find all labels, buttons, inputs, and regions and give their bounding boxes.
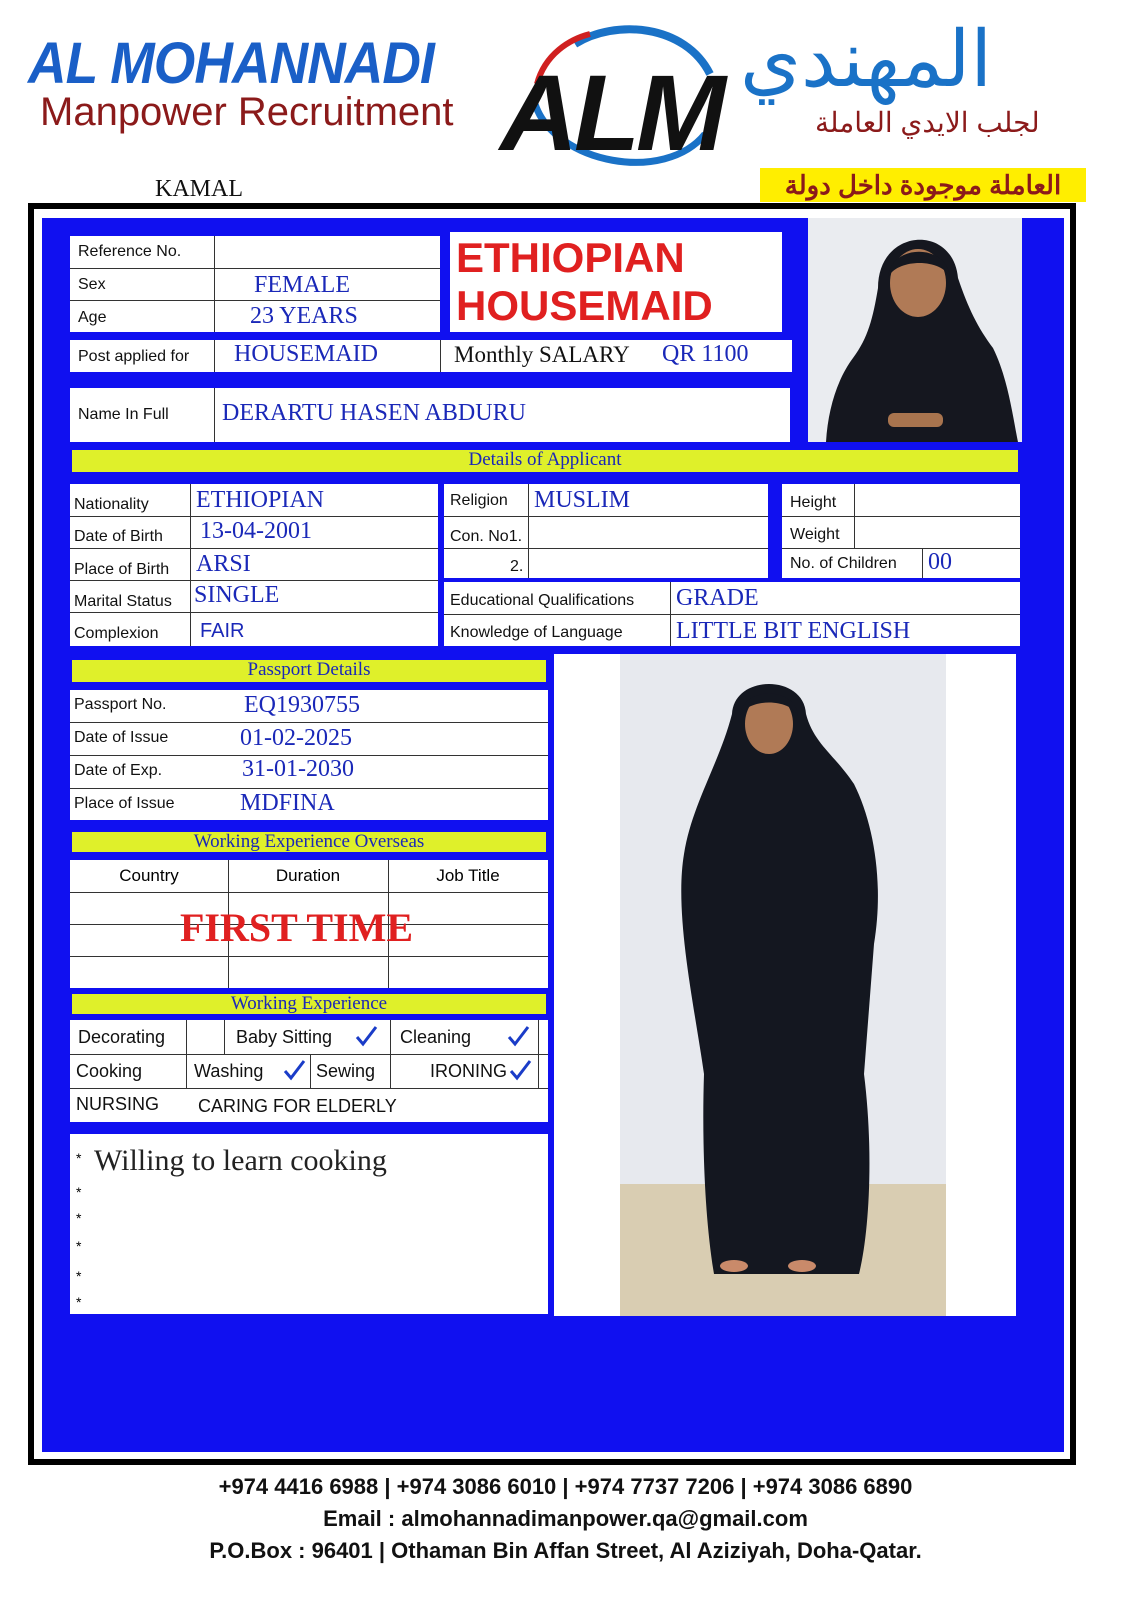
remarks-box [70,1134,548,1314]
skill-sewing: Sewing [316,1061,376,1081]
passport-heading-text: Passport Details [247,659,371,680]
complexion-label: Complexion [74,625,159,642]
full-body-photo [554,654,1016,1316]
experience-heading [72,994,546,1014]
remarks-line1: Willing to learn cooking [94,1144,387,1177]
nationality-value: ETHIOPIAN [196,487,324,513]
footer-phones: +974 4416 6988 | +974 3086 6010 | +974 7737 7206 | +974 3086 6890 [218,1474,913,1499]
religion-value: MUSLIM [534,487,631,513]
sex-value: FEMALE [254,272,350,298]
overseas-col-job: Job Title [436,866,500,885]
portrait-photo [808,218,1022,442]
overseas-col-country: Country [119,866,179,885]
children-value: 00 [928,549,952,575]
check-icon [354,1024,378,1048]
title-box [450,232,782,332]
language-value: LITTLE BIT ENGLISH [676,618,911,644]
overseas-heading-text: Working Experience Overseas [193,831,425,852]
alm-logo: ALM [500,52,722,173]
brand-tagline-arabic: لجلب الايدي العاملة [815,107,1040,138]
marital-label: Marital Status [74,593,172,610]
sex-label: Sex [78,276,106,293]
overseas-table [70,860,548,988]
height-weight-box [782,484,1020,578]
portrait-figure-icon [808,218,1022,442]
age-value: 23 YEARS [250,303,358,329]
brand-name-english: AL MOHANNADI [28,31,434,96]
marital-value: SINGLE [194,582,280,608]
details-heading-text: Details of Applicant [468,449,622,470]
brand-name-arabic: المهندي [740,15,993,103]
passport-place-value: MDFINA [240,790,335,816]
passport-exp-label: Date of Exp. [74,762,163,779]
location-note: العاملة موجودة داخل دولة [760,168,1086,202]
education-language-box [444,582,1020,646]
contact1-label: Con. No1. [450,528,523,545]
skill-ironing: IRONING [430,1061,508,1081]
name-value: DERARTU HASEN ABDURU [222,400,526,426]
children-label: No. of Children [790,555,897,572]
footer-address: P.O.Box : 96401 | Othaman Bin Affan Street, Al Aziziyah, Doha-Qatar. [209,1538,922,1563]
religion-label: Religion [450,492,508,509]
weight-label: Weight [790,526,840,543]
complexion-value: FAIR [200,620,245,642]
brand-tagline-english: Manpower Recruitment [40,90,454,134]
title-post: HOUSEMAID [456,282,713,329]
passport-number-label: Passport No. [74,696,167,713]
name-row [70,388,790,442]
passport-issue-value: 01-02-2025 [240,725,352,751]
skill-washing: Washing [194,1061,264,1081]
check-icon [508,1058,532,1082]
height-label: Height [790,494,837,511]
post-salary-row [70,340,792,372]
details-heading [72,450,1018,472]
education-value: GRADE [676,585,759,611]
remarks-bullet: * [76,1150,82,1166]
reference-sex-age-box [70,236,440,332]
skill-cleaning: Cleaning [400,1027,472,1047]
skill-baby-sitting: Baby Sitting [236,1027,333,1047]
religion-contact-box [444,484,768,578]
experience-heading-text: Working Experience [230,993,388,1014]
remarks-bullet: * [76,1268,82,1284]
reference-label: Reference No. [78,243,182,260]
pob-value: ARSI [196,551,251,577]
remarks-bullet: * [76,1238,82,1254]
salary-value: QR 1100 [662,341,749,367]
post-value: HOUSEMAID [234,341,378,367]
skill-decorating: Decorating [78,1027,166,1047]
first-time-stamp: FIRST TIME [180,905,414,950]
dob-value: 13-04-2001 [200,518,312,544]
passport-heading [72,660,546,682]
overseas-heading [72,832,546,852]
contact2-label: 2. [510,558,524,575]
personal-details-box [70,484,438,646]
remarks-bullet: * [76,1184,82,1200]
name-label: Name In Full [78,406,169,423]
passport-exp-value: 31-01-2030 [242,756,354,782]
overseas-col-duration: Duration [275,866,341,885]
nationality-label: Nationality [74,496,149,513]
check-icon [506,1024,530,1048]
experience-grid [70,1020,548,1122]
pob-label: Place of Birth [74,561,170,578]
passport-place-label: Place of Issue [74,795,175,812]
agent-name: KAMAL [155,176,243,202]
post-label: Post applied for [78,348,190,365]
salary-label: Monthly SALARY [454,342,630,367]
title-nationality: ETHIOPIAN [456,234,685,281]
passport-number-value: EQ1930755 [244,692,360,718]
passport-issue-label: Date of Issue [74,729,169,746]
check-icon [282,1058,306,1082]
education-label: Educational Qualifications [450,592,635,609]
passport-box [70,690,548,820]
skill-nursing: NURSING [76,1094,160,1114]
language-label: Knowledge of Language [450,624,623,641]
dob-label: Date of Birth [74,528,163,545]
full-body-figure-icon [554,654,1016,1316]
footer-email: Email : almohannadimanpower.qa@gmail.com [323,1506,808,1531]
remarks-bullet: * [76,1210,82,1226]
age-label: Age [78,309,107,326]
skill-caring-elderly: CARING FOR ELDERLY [198,1096,397,1116]
skill-cooking: Cooking [76,1061,143,1081]
remarks-bullet: * [76,1294,82,1310]
